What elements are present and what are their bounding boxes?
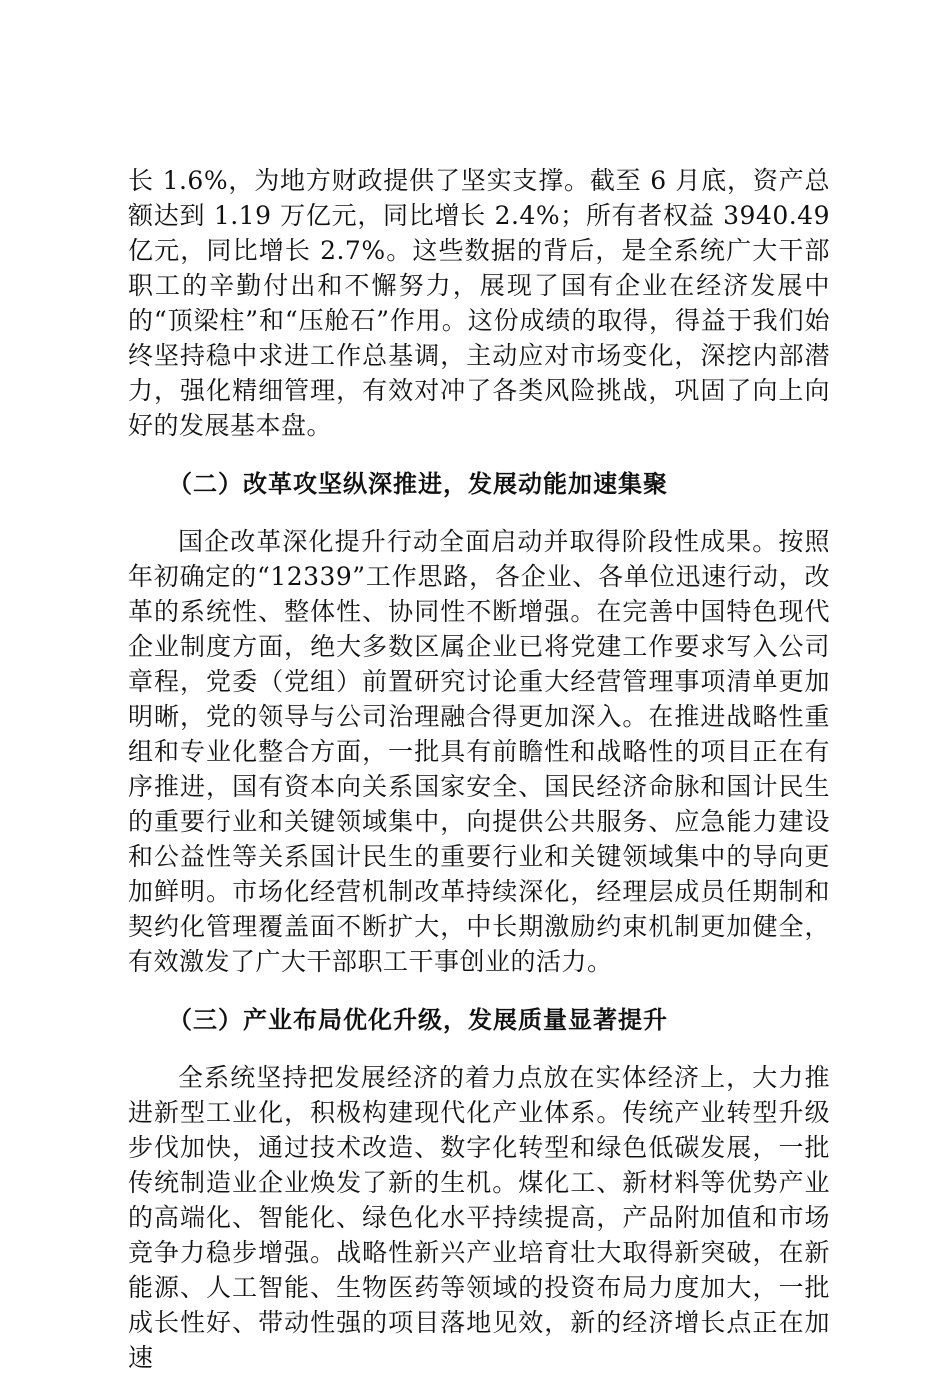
section-3-body: 全系统坚持把发展经济的着力点放在实体经济上，大力推进新型工业化，积极构建现代化产业体系。传统产业转型升级步伐加快，通过技术改造、数字化转型和绿色低碳发展，一批传统制造业企业焕发了新的生机。煤化工、新材料等优势产业的高端化、智能化、绿色化水平持续提高，产品附加值和市场竞争力稳步增强。战略性新兴产业培育壮大取得新突破，在新能源、人工智能、生物医药等领域的投资布局力度加大，一批成长性好、带动性强的项目落地见效，新的经济增长点正在加速: [128, 1063, 830, 1372]
section-2-body: 国企改革深化提升行动全面启动并取得阶段性成果。按照年初确定的“12339”工作思路，各企业、各单位迅速行动，改革的系统性、整体性、协同性不断增强。在完善中国特色现代企业制度方面，绝大多数区属企业已将党建工作要求写入公司章程，党委（党组）前置研究讨论重大经营管理事项清单更加明晰，党的领导与公司治理融合得更加深入。在推进战略性重组和专业化整合方面，一批具有前瞻性和战略性的项目正在有序推进，国有资本向关系国家安全、国民经济命脉和国计民生的重要行业和关键领域集中，向提供公共服务、应急能力建设和公益性等关系国计民生的重要行业和关键领域集中的导向更加鲜明。市场化经营机制改革持续深化，经理层成员任期制和契约化管理覆盖面不断扩大，中长期激励约束机制更加健全，有效激发了广大干部职工干事创业的活力。: [128, 527, 830, 976]
section-heading-3: （三）产业布局优化升级，发展质量显著提升: [168, 1006, 668, 1034]
paragraph-continued: 长 1.6%，为地方财政提供了坚实支撑。截至 6 月底，资产总额达到 1.19 万亿元，同比增长 2.4%；所有者权益 3940.49 亿元，同比增长 2.7%。这些数据的背后，是全系统广大干部职工的辛勤付出和不懈努力，展现了国有企业在经济发展中的“顶梁柱”和“压舱石”作用。这份成绩的取得，得益于我们始终坚持稳中求进工作总基调，主动应对市场变化，深挖内部潜力，强化精细管理，有效对冲了各类风险挑战，巩固了向上向好的发展基本盘。: [128, 166, 830, 440]
section-heading-2: （二）改革攻坚纵深推进，发展动能加速集聚: [168, 470, 668, 498]
